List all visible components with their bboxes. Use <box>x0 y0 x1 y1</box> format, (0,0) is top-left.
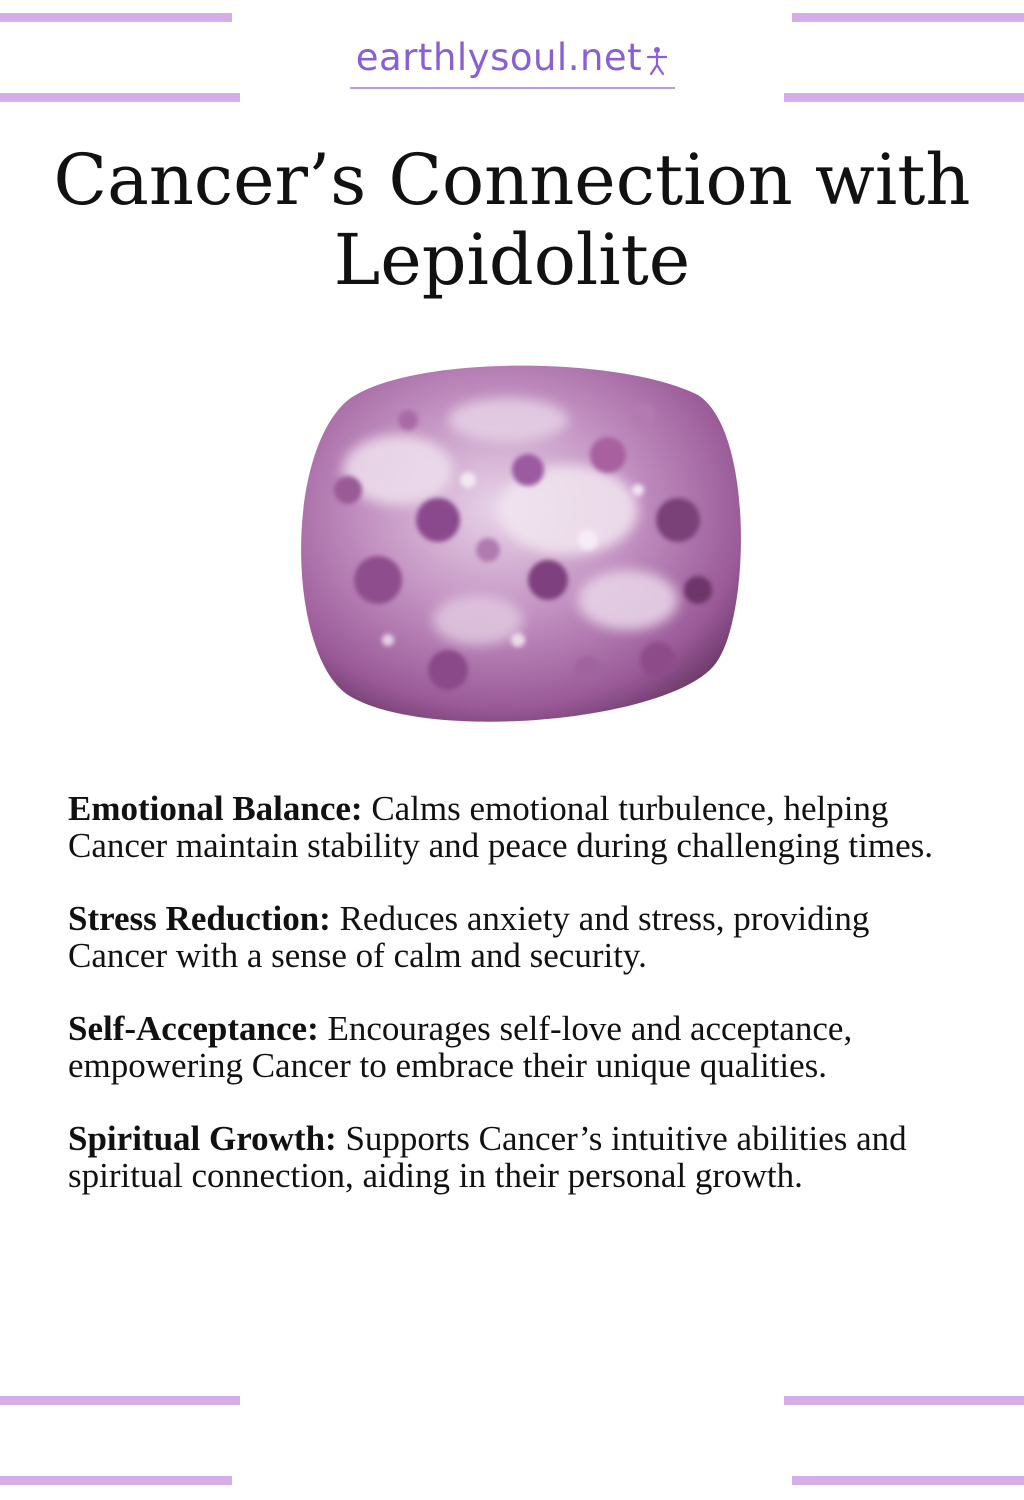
decorative-bar-bottom-left-1 <box>0 1396 240 1405</box>
list-item <box>68 1010 958 1084</box>
list-item <box>68 1120 958 1194</box>
item-description: Reduces anxiety and stress, providing Cancer with a sense of calm and security. <box>68 899 870 975</box>
item-description: Supports Cancer’s intuitive abilities and spiritual connection, aiding in their personal growth. <box>68 1119 907 1195</box>
decorative-bar-top-right-2 <box>784 93 1024 102</box>
page-title: Cancer’s Connection with Lepidolite <box>53 139 971 301</box>
lepidolite-stone-image <box>288 360 744 732</box>
site-logo[interactable] <box>0 36 1024 89</box>
list-item <box>68 900 958 974</box>
decorative-bar-top-left-2 <box>0 93 240 102</box>
decorative-bar-bottom-right-1 <box>784 1396 1024 1405</box>
site-logo-text: earthlysoul.net <box>355 36 643 79</box>
list-item <box>68 790 958 864</box>
logo-underline <box>350 87 675 89</box>
decorative-bar-top-left-1 <box>0 13 232 22</box>
item-term: Spiritual Growth: <box>68 1119 337 1158</box>
decorative-bar-bottom-right-2 <box>792 1476 1024 1485</box>
benefits-list <box>68 790 958 1230</box>
decorative-bar-top-right-1 <box>792 13 1024 22</box>
item-description: Encourages self-love and acceptance, empowering Cancer to embrace their unique qualities. <box>68 1009 853 1085</box>
yoga-figure-icon <box>646 42 668 85</box>
decorative-bar-bottom-left-2 <box>0 1476 232 1485</box>
item-term: Stress Reduction: <box>68 899 331 938</box>
item-term: Emotional Balance: <box>68 789 363 828</box>
item-term: Self-Acceptance: <box>68 1009 319 1048</box>
item-description: Calms emotional turbulence, helping Cancer maintain stability and peace during challenging times. <box>68 789 934 865</box>
